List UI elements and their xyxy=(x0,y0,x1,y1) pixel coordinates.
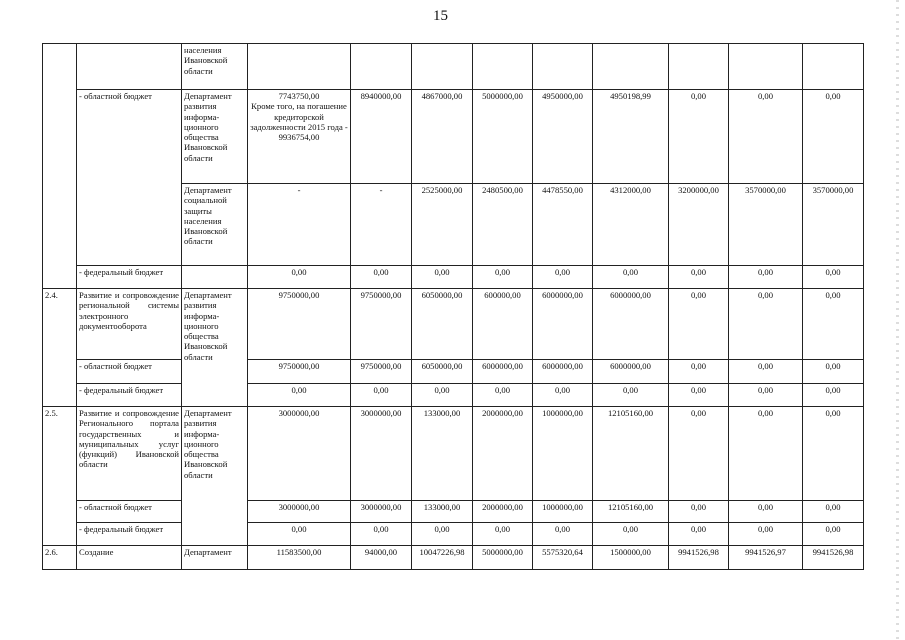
num-cell: 2.5. xyxy=(43,407,77,546)
num-cell: 2.4. xyxy=(43,289,77,407)
value-cell: 6000000,00 xyxy=(473,360,533,384)
value-cell: 6000000,00 xyxy=(533,360,593,384)
value-cell: 0,00 xyxy=(351,266,412,289)
label-cell: - областной бюджет xyxy=(77,90,182,266)
table-row xyxy=(43,407,864,501)
label-cell: Развитие и сопровождение региональной системы электронного документооборота xyxy=(77,289,182,360)
budget-table xyxy=(42,43,864,570)
label-cell: Создание xyxy=(77,546,182,570)
value-cell: 4867000,00 xyxy=(412,90,473,184)
value-cell: 1000000,00 xyxy=(533,501,593,523)
value-cell: 0,00 xyxy=(729,523,803,546)
label-cell: - областной бюджет xyxy=(77,360,182,384)
value-cell: 0,00 xyxy=(669,384,729,407)
value-cell: 0,00 xyxy=(803,501,864,523)
table-row xyxy=(43,90,864,184)
dept-cell: Департамент развития информа-ционного общества Ивановской области xyxy=(182,289,248,407)
value-cell: - xyxy=(248,184,351,266)
value-cell: 5000000,00 xyxy=(473,546,533,570)
value-cell: 4950198,99 xyxy=(593,90,669,184)
value-cell: 0,00 xyxy=(412,384,473,407)
value-cell: 8940000,00 xyxy=(351,90,412,184)
value-cell: 133000,00 xyxy=(412,501,473,523)
value-cell: 0,00 xyxy=(412,523,473,546)
value-cell xyxy=(248,90,351,184)
label-cell: - федеральный бюджет xyxy=(77,266,182,289)
value-cell: 6000000,00 xyxy=(533,289,593,360)
value-cell: 0,00 xyxy=(729,384,803,407)
value-amount: 7743750,00 xyxy=(278,91,320,101)
value-cell: 0,00 xyxy=(351,523,412,546)
value-cell: 0,00 xyxy=(803,360,864,384)
value-cell: 11583500,00 xyxy=(248,546,351,570)
value-cell: 9750000,00 xyxy=(351,289,412,360)
dept-cell: Департамент развития информа-ционного общества Ивановской области xyxy=(182,90,248,184)
value-cell: 0,00 xyxy=(593,384,669,407)
value-cell: 0,00 xyxy=(729,90,803,184)
value-cell: 0,00 xyxy=(729,501,803,523)
value-cell: 2000000,00 xyxy=(473,407,533,501)
table-row xyxy=(43,44,864,90)
table-row xyxy=(43,384,864,407)
label-cell: Развитие и сопровождение Регионального портала государственных и муниципальных услуг (функций) Ивановской области xyxy=(77,407,182,501)
value-cell: 0,00 xyxy=(669,360,729,384)
value-cell: 9941526,98 xyxy=(803,546,864,570)
value-cell: 0,00 xyxy=(248,266,351,289)
dept-cell xyxy=(182,266,248,289)
value-cell: 3570000,00 xyxy=(729,184,803,266)
value-cell: 133000,00 xyxy=(412,407,473,501)
label-cell: - федеральный бюджет xyxy=(77,523,182,546)
value-cell: 0,00 xyxy=(729,266,803,289)
value-cell: 0,00 xyxy=(669,501,729,523)
value-cell: 6000000,00 xyxy=(593,360,669,384)
value-cell: 9750000,00 xyxy=(248,289,351,360)
value-cell: 0,00 xyxy=(412,266,473,289)
value-cell: 6000000,00 xyxy=(593,289,669,360)
scan-edge-artifact xyxy=(896,0,899,640)
table-row xyxy=(43,289,864,360)
value-cell: 0,00 xyxy=(533,523,593,546)
num-cell xyxy=(43,44,77,289)
value-note: Кроме того, на погашение кредиторской задолженности 2015 года - 9936754,00 xyxy=(250,101,348,143)
value-cell: 1500000,00 xyxy=(593,546,669,570)
label-cell: - областной бюджет xyxy=(77,501,182,523)
label-cell: - федеральный бюджет xyxy=(77,384,182,407)
table-row xyxy=(43,360,864,384)
value-cell: 0,00 xyxy=(803,384,864,407)
value-cell: 5000000,00 xyxy=(473,90,533,184)
value-cell: 9750000,00 xyxy=(248,360,351,384)
value-cell: 4312000,00 xyxy=(593,184,669,266)
value-cell: 0,00 xyxy=(593,266,669,289)
value-cell: 4478550,00 xyxy=(533,184,593,266)
value-cell: 3000000,00 xyxy=(351,501,412,523)
value-cell: 3570000,00 xyxy=(803,184,864,266)
value-cell: 0,00 xyxy=(803,407,864,501)
value-cell: 2525000,00 xyxy=(412,184,473,266)
value-cell: 0,00 xyxy=(669,90,729,184)
value-cell: 0,00 xyxy=(248,523,351,546)
value-cell: 0,00 xyxy=(473,384,533,407)
value-cell: 5575320,64 xyxy=(533,546,593,570)
num-cell: 2.6. xyxy=(43,546,77,570)
dept-cell: населения Ивановской области xyxy=(182,44,248,90)
value-cell: 3000000,00 xyxy=(248,407,351,501)
value-cell: 12105160,00 xyxy=(593,501,669,523)
label-cell xyxy=(77,44,182,90)
value-cell: 0,00 xyxy=(533,384,593,407)
value-cell: 6050000,00 xyxy=(412,360,473,384)
value-cell: 12105160,00 xyxy=(593,407,669,501)
value-cell: 0,00 xyxy=(473,523,533,546)
value-cell: 3000000,00 xyxy=(248,501,351,523)
table-row xyxy=(43,546,864,570)
value-cell: 0,00 xyxy=(533,266,593,289)
value-cell: 9941526,97 xyxy=(729,546,803,570)
value-cell: 1000000,00 xyxy=(533,407,593,501)
value-cell: 0,00 xyxy=(593,523,669,546)
value-cell: 0,00 xyxy=(729,360,803,384)
value-cell: 9941526,98 xyxy=(669,546,729,570)
table-row xyxy=(43,501,864,523)
value-cell: 0,00 xyxy=(803,90,864,184)
value-cell: 3000000,00 xyxy=(351,407,412,501)
value-cell: 0,00 xyxy=(669,407,729,501)
value-cell: 94000,00 xyxy=(351,546,412,570)
dept-cell: Департамент социальной защиты населения Ивановской области xyxy=(182,184,248,266)
value-cell: 9750000,00 xyxy=(351,360,412,384)
dept-cell: Департамент xyxy=(182,546,248,570)
value-cell: 0,00 xyxy=(803,523,864,546)
value-cell: 2000000,00 xyxy=(473,501,533,523)
value-cell: 0,00 xyxy=(351,384,412,407)
value-cell: 0,00 xyxy=(669,266,729,289)
value-cell: 3200000,00 xyxy=(669,184,729,266)
value-cell: 600000,00 xyxy=(473,289,533,360)
table-row xyxy=(43,266,864,289)
value-cell: 0,00 xyxy=(729,289,803,360)
value-cell: 0,00 xyxy=(803,266,864,289)
value-cell: 10047226,98 xyxy=(412,546,473,570)
value-cell: - xyxy=(351,184,412,266)
page-number: 15 xyxy=(433,8,448,24)
value-cell: 0,00 xyxy=(669,523,729,546)
value-cell: 6050000,00 xyxy=(412,289,473,360)
value-cell: 0,00 xyxy=(729,407,803,501)
table-row xyxy=(43,523,864,546)
value-cell: 0,00 xyxy=(669,289,729,360)
value-cell: 0,00 xyxy=(248,384,351,407)
value-cell: 0,00 xyxy=(473,266,533,289)
value-cell: 0,00 xyxy=(803,289,864,360)
value-cell: 2480500,00 xyxy=(473,184,533,266)
value-cell: 4950000,00 xyxy=(533,90,593,184)
dept-cell: Департамент развития информа-ционного общества Ивановской области xyxy=(182,407,248,546)
